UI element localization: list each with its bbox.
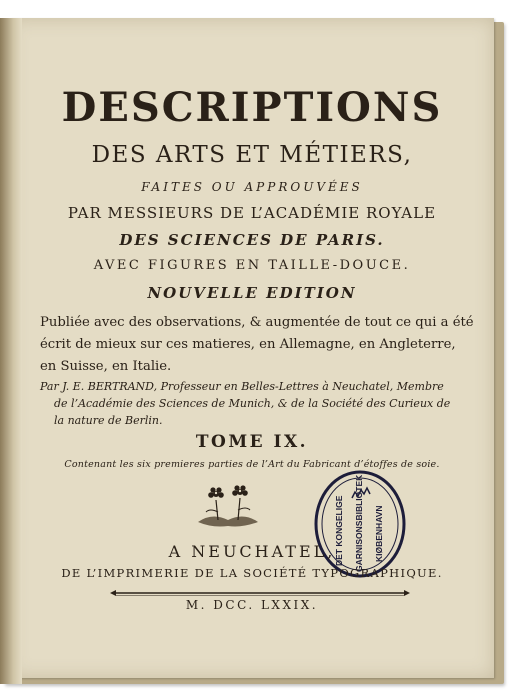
subtitle: DES ARTS ET MÉTIERS, <box>91 142 413 168</box>
publication-line: écrit de mieux sur ces matieres, en Allemagne, en Angleterre, <box>40 337 456 352</box>
ornamental-rule <box>110 588 410 598</box>
library-stamp <box>312 468 408 580</box>
flower-ornament-icon <box>192 482 264 530</box>
volume-number: TOME IX. <box>195 432 309 452</box>
author-paragraph <box>40 378 470 429</box>
made-by-line: FAITES OU APPROUVÉES <box>141 180 363 194</box>
figures-line: AVEC FIGURES EN TAILLE-DOUCE. <box>93 258 411 273</box>
main-title: DESCRIPTIONS <box>61 84 443 131</box>
stamp-line: DET KONGELIGE <box>334 495 344 566</box>
publication-line: en Suisse, en Italie. <box>40 359 172 374</box>
place-line: A NEUCHATEL, <box>168 542 336 561</box>
edition-line: NOUVELLE EDITION <box>147 284 357 302</box>
printer-line: DE L’IMPRIMERIE DE LA SOCIÉTÉ TYPOGRAPHIQUE. <box>61 566 443 580</box>
publication-line: Publiée avec des observations, & augmentée de tout ce qui a été <box>40 315 474 330</box>
year-line: M. DCC. LXXIX. <box>185 598 319 612</box>
academy-line: PAR MESSIEURS DE L’ACADÉMIE ROYALE <box>67 204 437 222</box>
author-line: la nature de Berlin. <box>54 414 163 427</box>
stamp-line: GARNISONSBIBLIOTEK <box>354 474 364 572</box>
publication-paragraph <box>40 312 474 378</box>
contents-line: Contenant les six premieres parties de l’Art du Fabricant d’étoffes de soie. <box>64 459 440 470</box>
author-line: Par J. E. BERTRAND, Professeur en Belles-Lettres à Neuchatel, Membre <box>40 380 444 393</box>
author-line: de l’Académie des Sciences de Munich, & de la Société des Curieux de <box>54 397 451 410</box>
stamp-line: KIØBENHAVN <box>374 505 384 562</box>
sciences-line: DES SCIENCES DE PARIS. <box>119 231 385 249</box>
